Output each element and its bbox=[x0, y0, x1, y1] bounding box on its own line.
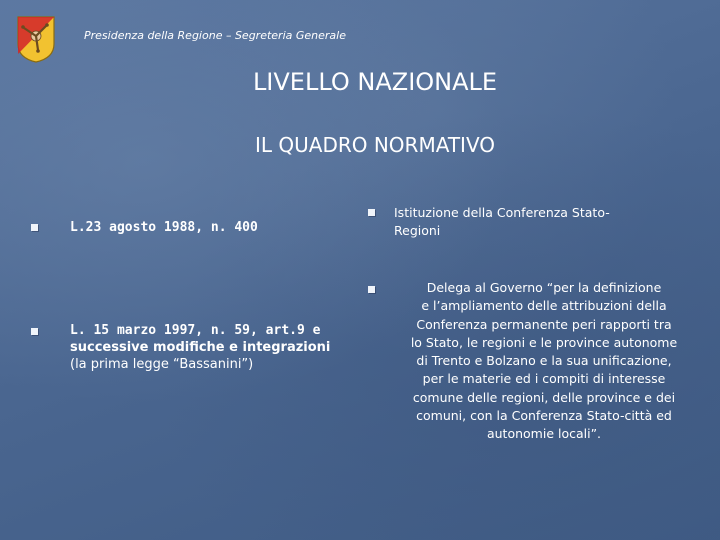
list-item bbox=[394, 204, 674, 241]
item-text: Regioni bbox=[394, 223, 441, 239]
bullet-icon bbox=[368, 286, 375, 293]
item-text: Delega al Governo “per la definizione bbox=[426, 280, 662, 295]
list-item bbox=[388, 279, 700, 444]
item-text: e l’ampliamento delle attribuzioni della bbox=[421, 298, 667, 314]
bullet-icon bbox=[31, 328, 38, 335]
slide-subtitle: IL QUADRO NORMATIVO bbox=[254, 133, 496, 157]
law-description: (la prima legge “Bassanini”) bbox=[70, 357, 254, 372]
bullet-icon bbox=[368, 209, 375, 216]
list-item bbox=[70, 219, 258, 236]
item-text: Istituzione della Conferenza Stato- bbox=[394, 205, 610, 220]
item-text: comuni, con la Conferenza Stato-città ed bbox=[416, 408, 672, 424]
bullet-icon bbox=[31, 224, 38, 231]
item-text: comune delle regioni, delle province e dei bbox=[412, 389, 676, 405]
slide-title: LIVELLO NAZIONALE bbox=[252, 68, 498, 96]
item-text: autonomie locali”. bbox=[486, 426, 602, 442]
law-reference: L.23 agosto 1988, n. 400 bbox=[70, 220, 258, 235]
law-description: successive modifiche e integrazioni bbox=[70, 340, 331, 355]
sicily-coat-of-arms-icon bbox=[14, 14, 58, 64]
item-text: per le materie ed i compiti di interesse bbox=[422, 371, 666, 387]
item-text: Conferenza permanente peri rapporti tra bbox=[416, 316, 672, 332]
item-text: di Trento e Bolzano e la sua unificazione, bbox=[416, 353, 672, 369]
header-organization: Presidenza della Regione – Segreteria Generale bbox=[84, 29, 346, 42]
law-reference: L. 15 marzo 1997, n. 59, art.9 e bbox=[70, 323, 321, 338]
item-text: lo Stato, le regioni e le province autonome bbox=[410, 334, 678, 350]
list-item bbox=[70, 322, 330, 373]
